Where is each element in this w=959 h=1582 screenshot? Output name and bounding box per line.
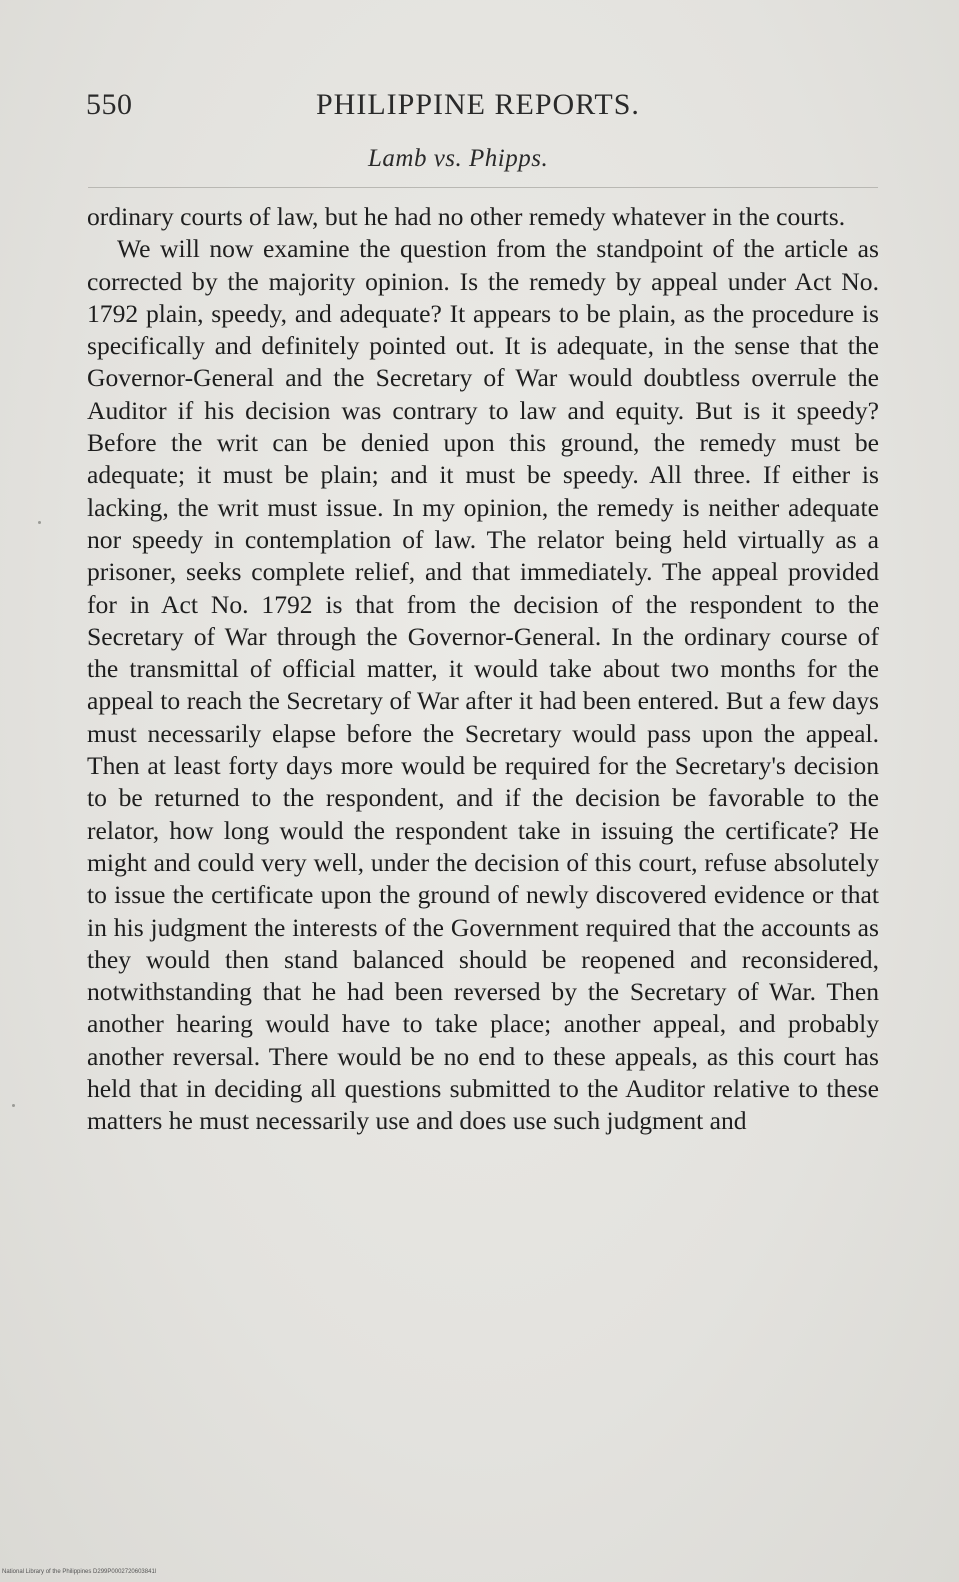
- scan-speck: [12, 1104, 15, 1107]
- case-title: Lamb vs. Phipps.: [368, 145, 549, 172]
- library-stamp: National Library of the Philippines D299P0002720603841l: [2, 1569, 157, 1575]
- scan-speck: [38, 521, 41, 524]
- body-text: [87, 201, 879, 1138]
- paragraph-continuation: ordinary courts of law, but he had no other remedy whatever in the courts.: [87, 202, 846, 231]
- header-rule: [88, 187, 878, 188]
- page-header: [86, 88, 876, 124]
- running-title: PHILIPPINE REPORTS.: [316, 88, 640, 121]
- page-number: 550: [86, 88, 133, 121]
- paragraph-main: We will now examine the question from the standpoint of the article as corrected by the majority opinion. Is the remedy by appeal under Act No. 1792 plain, speedy, and adequate? It appears to be plain, as the procedure is specifically and definitely pointed out. It is adequate, in the sense that the Governor-General and the Secretary of War would doubtless overrule the Auditor if his decision was contrary to law and equity. But is it speedy? Before the writ can be denied upon this ground, the remedy must be adequate; it must be plain; and it must be speedy. All three. If either is lacking, the writ must issue. In my opinion, the remedy is neither adequate nor speedy in contemplation of law. The relator being held virtually as a prisoner, seeks complete relief, and that immediately. The appeal provided for in Act No. 1792 is that from the decision of the respondent to the Secretary of War through the Governor-General. In the ordinary course of the transmittal of official matter, it would take about two months for the appeal to reach the Secretary of War after it had been entered. But a few days must necessarily elapse before the Secretary would pass upon the appeal. Then at least forty days more would be required for the Secretary's decision to be returned to the respondent, and if the decision be favorable to the relator, how long would the respondent take in issuing the certificate? He might and could very well, under the decision of this court, refuse absolutely to issue the certificate upon the ground of newly discovered evidence or that in his judgment the interests of the Government required that the accounts as they would then stand balanced should be reopened and reconsidered, notwithstanding that he had been reversed by the Secretary of War. Then another hearing would have to take place; another appeal, and probably another reversal. There would be no end to these appeals, as this court has held that in deciding all questions submitted to the Auditor relative to these matters he must necessarily use and does use such judgment and: [87, 234, 879, 1136]
